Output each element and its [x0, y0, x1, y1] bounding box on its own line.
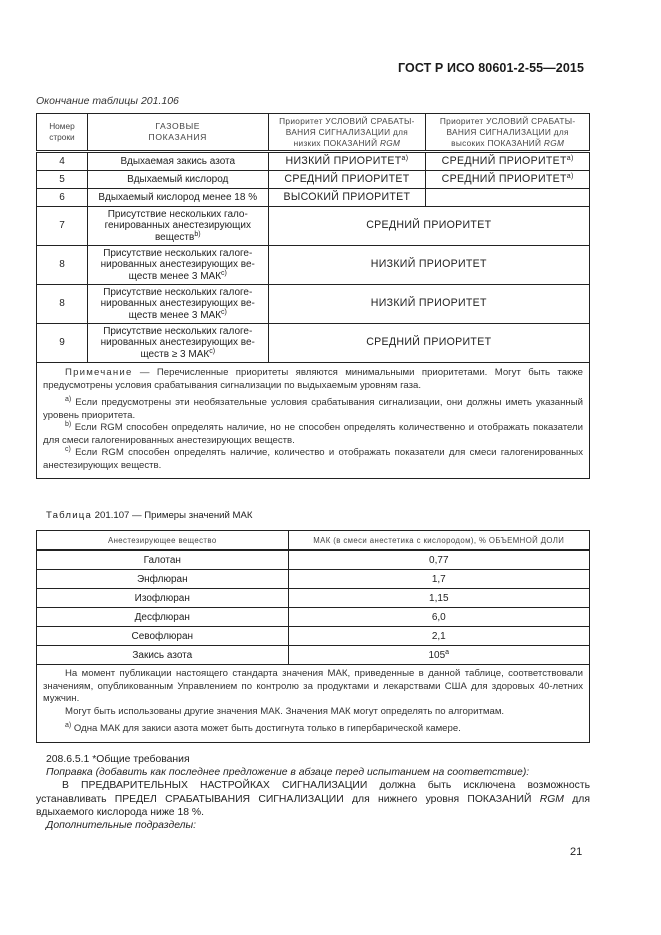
- row-number: 6: [37, 189, 88, 207]
- row-number: 7: [37, 207, 88, 246]
- column-header-gas-readings: ГАЗОВЫЕ ПОКАЗАНИЯ: [87, 114, 268, 152]
- merged-priority-cell: НИЗКИЙ ПРИОРИТЕТ: [268, 285, 589, 324]
- section-heading: 208.6.5.1 *Общие требования: [46, 754, 190, 765]
- note-paragraph: На момент публикации настоящего стандарта значения МАК, приведенные в данной таблице, соответствовали значениям, опубликованным Управлением по контролю за продуктами и лекарствами США для здоровых 40-летних мужчин.: [43, 668, 583, 704]
- footnote-c: $^{c)}$ Если RGM способен определять наличие, количество и отображать показатели для смеси галогенированных анестезирующих веществ.: [43, 446, 583, 471]
- column-header-agent: Анестезирующее вещество: [37, 531, 289, 551]
- column-header-row-number: Номер строки: [37, 114, 88, 152]
- footnote-b: $^{b)}$ Если RGM способен определять наличие, но не способен определять количественно и отображать показатели для смеси галогенированных анестезирующих веществ.: [43, 421, 583, 446]
- high-priority-cell: [426, 189, 590, 207]
- low-priority-cell: НИЗКИЙ ПРИОРИТЕТ$^{a)}$: [268, 152, 426, 171]
- table-row: [37, 589, 590, 608]
- footnote-a: $^{a)}$ Если предусмотрены эти необязательные условия срабатывания сигнализации, они должны иметь указанный уровень приоритета.: [43, 396, 583, 421]
- merged-priority-cell: СРЕДНИЙ ПРИОРИТЕТ: [268, 324, 589, 363]
- table-row: [37, 646, 590, 665]
- row-number: 8: [37, 285, 88, 324]
- row-number: 4: [37, 152, 88, 171]
- mac-value: 1,15: [288, 589, 589, 608]
- table-row: [37, 570, 590, 589]
- gas-reading: Присутствие нескольких галo- генированных анестезирующих веществ$^{b)}$: [87, 207, 268, 246]
- agent-name: Севофлюран: [37, 627, 289, 646]
- table-row: [37, 550, 590, 570]
- gas-reading: Вдыхаемый кислород: [87, 171, 268, 189]
- table-caption: Таблица 201.107 — Примеры значений МАК: [46, 510, 253, 521]
- low-priority-cell: СРЕДНИЙ ПРИОРИТЕТ: [268, 171, 426, 189]
- table-row: [37, 152, 590, 171]
- mac-values-table: [36, 530, 590, 743]
- table-row: [37, 608, 590, 627]
- agent-name: Закись азота: [37, 646, 289, 665]
- mac-value: 1,7: [288, 570, 589, 589]
- alarm-priority-table: [36, 113, 590, 479]
- table-continuation-caption: Окончание таблицы 201.106: [36, 95, 179, 107]
- requirement-paragraph: В ПРЕДВАРИТЕЛЬНЫХ НАСТРОЙКАХ СИГНАЛИЗАЦИИ должна быть исключена возможность устанавливать ПРЕДЕЛ СРАБАТЫВАНИЯ СИГНАЛИЗАЦИИ для нижнего уровня ПОКАЗАНИЙ RGM для вдыхаемого кислорода ниже 18 %.: [36, 780, 590, 818]
- table-row: [37, 324, 590, 363]
- table-row: [37, 627, 590, 646]
- row-number: 9: [37, 324, 88, 363]
- gas-reading: Присутствие нескольких галоге- нированных анестезирующих ве- ществ менее 3 МАК$^{c)}$: [87, 246, 268, 285]
- amendment-note: Поправка (добавить как последнее предложение в абзаце перед испытанием на соответствие):: [46, 767, 530, 779]
- merged-priority-cell: НИЗКИЙ ПРИОРИТЕТ: [268, 246, 589, 285]
- high-priority-cell: СРЕДНИЙ ПРИОРИТЕТ$^{a)}$: [426, 152, 590, 171]
- agent-name: Изофлюран: [37, 589, 289, 608]
- low-priority-cell: ВЫСОКИЙ ПРИОРИТЕТ: [268, 189, 426, 207]
- note-paragraph: Примечание — Перечисленные приоритеты являются минимальными приоритетами. Могут быть также предусмотрены условия срабатывания сигнализации по выдыхаемым уровням газа.: [43, 367, 583, 391]
- column-header-mac: МАК (в смеси анестетика с кислородом), % ОБЪЕМНОЙ ДОЛИ: [288, 531, 589, 551]
- row-number: 5: [37, 171, 88, 189]
- table-row: [37, 285, 590, 324]
- body-section: [36, 753, 590, 832]
- gas-reading: Вдыхаемый кислород менее 18 %: [87, 189, 268, 207]
- table-row: [37, 207, 590, 246]
- row-number: 8: [37, 246, 88, 285]
- table-notes-row: [37, 665, 590, 743]
- table-header-row: [37, 114, 590, 152]
- high-priority-cell: СРЕДНИЙ ПРИОРИТЕТ$^{a)}$: [426, 171, 590, 189]
- table-notes: [37, 363, 590, 479]
- mac-value: 6,0: [288, 608, 589, 627]
- additional-subsections-label: Дополнительные подразделы:: [46, 820, 197, 832]
- table-notes-row: [37, 363, 590, 479]
- table-header-row: [37, 531, 590, 551]
- note-paragraph: Могут быть использованы другие значения МАК. Значения МАК могут определять по алгоритмам.: [65, 705, 505, 717]
- agent-name: Галотан: [37, 550, 289, 570]
- column-header-high-priority: Приоритет УСЛОВИЙ СРАБАТЫ- ВАНИЯ СИГНАЛИЗАЦИИ для высоких ПОКАЗАНИЙ RGM: [426, 114, 590, 152]
- mac-value: 105$^a$: [288, 646, 589, 665]
- agent-name: Энфлюран: [37, 570, 289, 589]
- agent-name: Десфлюран: [37, 608, 289, 627]
- merged-priority-cell: СРЕДНИЙ ПРИОРИТЕТ: [268, 207, 589, 246]
- column-header-low-priority: Приоритет УСЛОВИЙ СРАБАТЫ- ВАНИЯ СИГНАЛИЗАЦИИ для низких ПОКАЗАНИЙ RGM: [268, 114, 426, 152]
- footnote-a: $^{a)}$ Одна МАК для закиси азота может быть достигнута только в гипербарической камере.: [65, 722, 461, 734]
- gas-reading: Присутствие нескольких галоге- нированных анестезирующих ве- ществ менее 3 МАК$^{c)}$: [87, 285, 268, 324]
- document-id-header: ГОСТ Р ИСО 80601-2-55—2015: [397, 61, 584, 75]
- mac-value: 0,77: [288, 550, 589, 570]
- table-row: [37, 189, 590, 207]
- table-row: [37, 171, 590, 189]
- page-number: 21: [570, 846, 583, 858]
- mac-value: 2,1: [288, 627, 589, 646]
- gas-reading: Присутствие нескольких галоге- нированных анестезирующих ве- ществ ≥ 3 МАК$^{c)}$: [87, 324, 268, 363]
- table-notes: [37, 665, 590, 743]
- gas-reading: Вдыхаемая закись азота: [87, 152, 268, 171]
- table-row: [37, 246, 590, 285]
